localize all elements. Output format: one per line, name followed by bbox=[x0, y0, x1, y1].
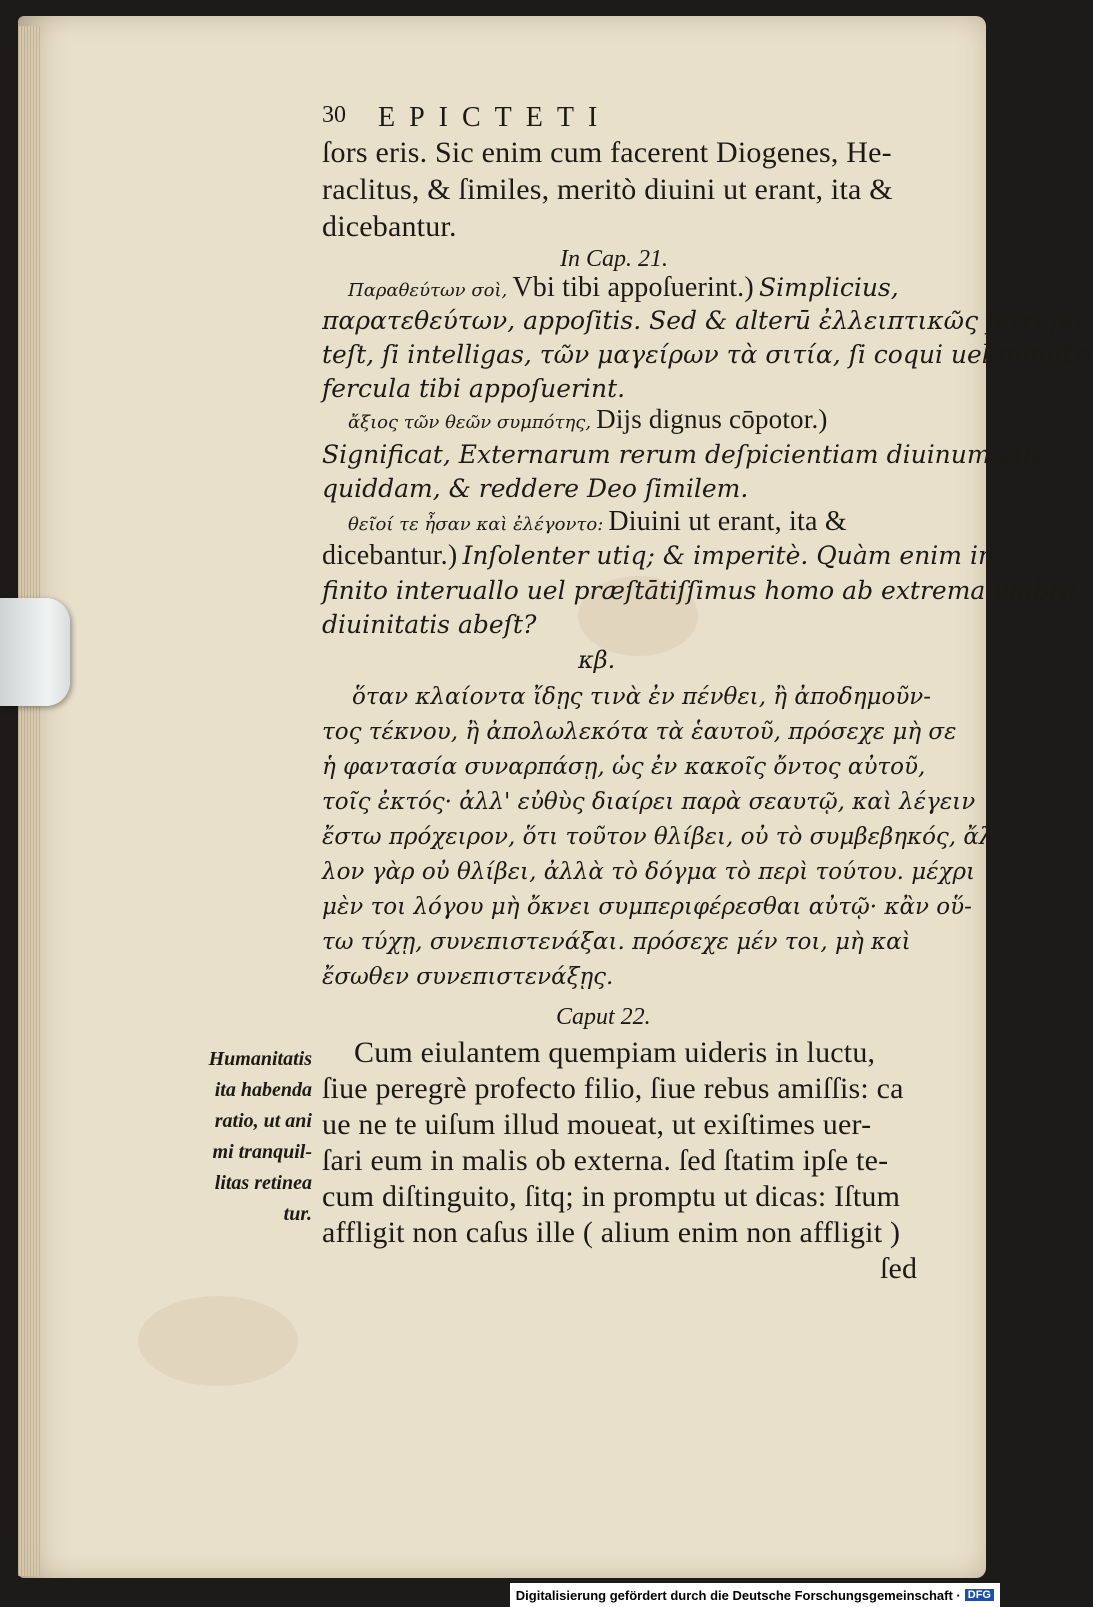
lemma-translation: dicebantur.) bbox=[322, 540, 458, 571]
commentary-line bbox=[348, 404, 828, 435]
greek-line: λον γὰρ οὐ θλίβει, ἀλλὰ τὸ δόγμα τὸ περὶ τούτου. μέχρι bbox=[322, 859, 976, 885]
text-line: ſari eum in malis ob externa. ſed ſtatim ipſe te- bbox=[322, 1144, 889, 1177]
page-clip bbox=[0, 598, 70, 706]
commentary-line bbox=[348, 506, 847, 538]
text-line: raclitus, & ſimiles, meritò diuini ut erant, ita & bbox=[322, 173, 893, 206]
running-title: EPICTETI bbox=[378, 102, 612, 133]
text-line: Cum eiulantem quempiam uideris in luctu, bbox=[354, 1036, 876, 1069]
commentary-line: Significat, Externarum rerum deſpicientiam diuinum eſſe bbox=[322, 440, 1047, 469]
commentary-line bbox=[322, 540, 1003, 572]
commentary-text: Simplicius, bbox=[759, 273, 899, 302]
lemma-translation: Vbi tibi appoſuerint.) bbox=[512, 272, 754, 303]
dfg-logo: DFG bbox=[965, 1589, 994, 1601]
margin-note-line: ratio, ut ani bbox=[214, 1110, 312, 1132]
commentary-line: παρατεθεύτων, appoſitis. Sed & alterū ἐλλειπτικῶς ferri po bbox=[322, 306, 1081, 335]
greek-line: ἡ φαντασία συναρπάσῃ, ὡς ἐν κακοῖς ὄντος αὐτοῦ, bbox=[322, 754, 926, 780]
greek-line: τοῖς ἐκτός· ἀλλ' εὐθὺς διαίρει παρὰ σεαυτῷ, καὶ λέγειν bbox=[322, 789, 976, 815]
greek-line: ἔστω πρόχειρον, ὅτι τοῦτον θλίβει, οὐ τὸ συμβεβηκός, ἄλ bbox=[322, 824, 994, 850]
page-edges bbox=[18, 26, 40, 1576]
text-line: dicebantur. bbox=[322, 210, 457, 243]
margin-note-line: litas retinea bbox=[214, 1172, 312, 1194]
stain bbox=[138, 1296, 298, 1386]
greek-chapter-number: κβ. bbox=[578, 646, 616, 674]
text-line: ſors eris. Sic enim cum facerent Diogenes, He- bbox=[322, 136, 892, 169]
greek-line: τος τέκνου, ἢ ἀπολωλεκότα τὰ ἑαυτοῦ, πρόσεχε μὴ σε bbox=[322, 719, 957, 745]
commentary-line bbox=[348, 272, 899, 304]
greek-line: μὲν τοι λόγου μὴ ὄκνει συμπεριφέρεσθαι αὐτῷ· κἂν οὕ- bbox=[322, 894, 972, 920]
greek-line: ὅταν κλαίοντα ἴδῃς τινὰ ἐν πένθει, ἢ ἀποδημοῦν- bbox=[352, 684, 932, 710]
greek-lemma: ἄξιος τῶν θεῶν συμπότης, bbox=[348, 412, 592, 433]
margin-note-line: mi tranquil- bbox=[212, 1141, 312, 1163]
greek-line: τω τύχῃ, συνεπιστενάξαι. πρόσεχε μέν τοι, μὴ καὶ bbox=[322, 929, 911, 955]
margin-note-line: Humanitatis bbox=[208, 1048, 312, 1070]
footer-text: Digitalisierung gefördert durch die Deutsche Forschungsgemeinschaft · bbox=[515, 1587, 961, 1603]
text-line: cum diſtinguito, ſitq; in promptu ut dicas: Iſtum bbox=[322, 1180, 901, 1213]
greek-line: ἔσωθεν συνεπιστενάξῃς. bbox=[322, 964, 614, 990]
greek-lemma: θεῖοί τε ἦσαν καὶ ἐλέγοντο: bbox=[348, 514, 604, 535]
margin-note bbox=[190, 1048, 312, 1226]
lemma-translation: Diuini ut erant, ita & bbox=[608, 506, 847, 537]
commentary-heading: In Cap. 21. bbox=[560, 246, 668, 272]
text-line: ue ne te uiſum illud moueat, ut exiſtimes uer- bbox=[322, 1108, 872, 1141]
digitization-footer bbox=[510, 1583, 1000, 1607]
greek-lemma: Παραθεύτων σοὶ, bbox=[348, 280, 508, 301]
lemma-translation: Dijs dignus cōpotor.) bbox=[596, 404, 828, 434]
catchword: ſed bbox=[880, 1252, 918, 1285]
commentary-line: fercula tibi appoſuerint. bbox=[322, 374, 626, 403]
commentary-line: quiddam, & reddere Deo ſimilem. bbox=[322, 474, 749, 503]
text-line: ſiue peregrè profecto filio, ſiue rebus amiſſis: ca bbox=[322, 1072, 904, 1105]
commentary-text: Inſolenter utiq; & imperitè. Quàm enim in- bbox=[462, 541, 1003, 570]
text-line: affligit non caſus ille ( alium enim non affligit ) bbox=[322, 1216, 901, 1249]
commentary-line: teſt, ſi intelligas, τῶν μαγείρων τὰ σιτία, ſi coqui uel miniſtri bbox=[322, 340, 1093, 369]
margin-note-line: tur. bbox=[283, 1203, 312, 1225]
chapter-heading: Caput 22. bbox=[556, 1004, 651, 1030]
margin-note-line: ita habenda bbox=[214, 1079, 312, 1101]
page-number: 30 bbox=[322, 102, 346, 128]
commentary-line: finito interuallo uel præſtātiſſimus homo ab extrema umbra bbox=[322, 576, 1076, 605]
commentary-line: diuinitatis abeſt? bbox=[322, 610, 537, 639]
